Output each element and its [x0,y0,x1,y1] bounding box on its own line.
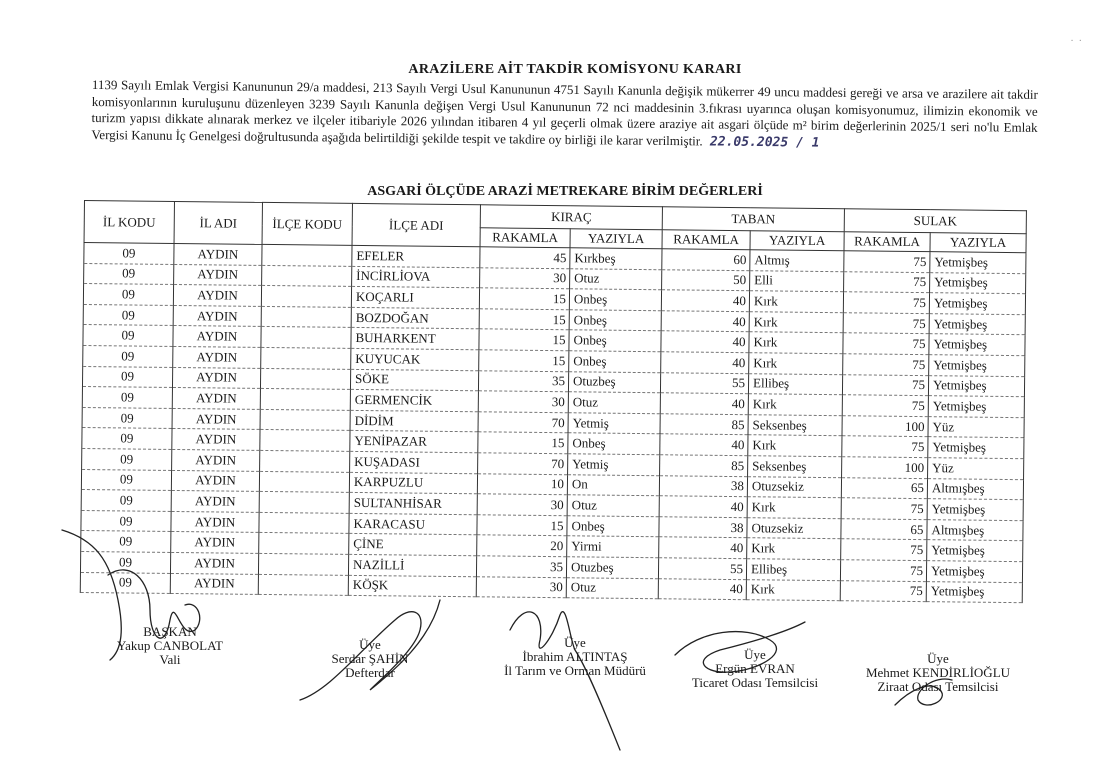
cell-ilce-adi: SÖKE [350,369,478,391]
cell-kirac-y: Otuz [566,577,658,599]
cell-taban-r: 55 [660,372,748,394]
cell-taban-r: 85 [660,455,748,477]
cell-sulak-y: Yetmişbeş [927,499,1023,521]
cell-sulak-y: Yetmişbeş [930,272,1026,294]
cell-ilce-adi: ÇİNE [349,534,477,556]
cell-ilce-adi: İNCİRLİOVA [352,266,480,288]
cell-il-adi: AYDIN [172,449,260,471]
cell-kirac-y: Onbeş [569,289,661,311]
cell-kirac-r: 30 [478,391,568,413]
cell-taban-r: 40 [658,578,746,600]
cell-kirac-y: Onbeş [569,351,661,373]
cell-kirac-y: Otuz [567,495,659,517]
cell-taban-y: Kırk [746,579,840,601]
cell-taban-y: Kırk [748,394,842,416]
signatory-title: Ziraat Odası Temsilcisi [877,679,999,694]
signatory-name: Yakup CANBOLAT [117,638,223,653]
cell-ilce-adi: YENİPAZAR [350,431,478,453]
cell-taban-y: Kırk [748,435,842,457]
header-kirac: KIRAÇ [480,205,662,230]
signatory-role: Üye [359,637,381,652]
cell-sulak-r: 75 [840,560,926,582]
document-title: ARAZİLERE AİT TAKDİR KOMİSYONU KARARI [408,62,742,77]
cell-sulak-y: Yüz [928,416,1024,438]
cell-sulak-y: Yetmişbeş [926,581,1022,603]
signatory-title: Defterdar [345,665,395,680]
cell-taban-y: Seksenbeş [748,414,842,436]
cell-il-adi: AYDIN [173,346,261,368]
cell-kirac-r: 15 [479,329,569,351]
cell-ilce-adi: DİDİM [350,410,478,432]
cell-taban-y: Kırk [749,311,843,333]
cell-kirac-y: Onbeş [569,310,661,332]
cell-il-adi: AYDIN [171,491,259,513]
cell-il-kodu: 09 [81,531,171,553]
cell-ilce-adi: GERMENCİK [350,390,478,412]
cell-il-kodu: 09 [80,551,170,573]
signatory-tarim-mudur [480,636,670,678]
cell-kirac-r: 15 [477,514,567,536]
signatory-name: Serdar ŞAHİN [331,651,409,666]
signatory-role: Üye [744,647,766,662]
cell-il-adi: AYDIN [173,326,261,348]
cell-taban-r: 40 [661,311,749,333]
cell-kirac-r: 30 [480,267,570,289]
cell-il-adi: AYDIN [172,408,260,430]
cell-sulak-r: 75 [844,251,930,273]
cell-il-kodu: 09 [83,325,173,347]
cell-kirac-y: Otuzbeş [566,557,658,579]
cell-taban-r: 38 [659,516,747,538]
cell-sulak-y: Yetmişbeş [928,437,1024,459]
cell-sulak-r: 75 [842,374,928,396]
header-taban-rakamla: RAKAMLA [662,230,750,250]
cell-sulak-r: 75 [843,292,929,314]
signatory-name: Ergün EVRAN [715,661,795,676]
signatory-name: Mehmet KENDİRLİOĞLU [865,665,1011,680]
header-taban: TABAN [662,207,844,232]
cell-taban-r: 40 [661,331,749,353]
cell-taban-r: 40 [660,434,748,456]
cell-sulak-y: Yetmişbeş [929,334,1025,356]
cell-kirac-y: Yirmi [567,536,659,558]
signatory-baskan [100,625,240,667]
cell-il-kodu: 09 [82,366,172,388]
cell-kirac-y: Yetmiş [568,454,660,476]
cell-sulak-y: Altmışbeş [927,519,1023,541]
cell-sulak-r: 75 [842,436,928,458]
header-sulak-yaziyla: YAZIYLA [930,233,1026,253]
header-taban-yaziyla: YAZIYLA [750,231,844,251]
cell-taban-r: 38 [659,475,747,497]
cell-il-adi: AYDIN [172,429,260,451]
signatory-title: Ticaret Odası Temsilcisi [691,675,819,690]
cell-il-kodu: 09 [83,304,173,326]
cell-ilce-adi: KÖŞK [348,575,476,597]
cell-il-kodu: 09 [81,469,171,491]
scan-marks: · · [1070,36,1082,47]
signatory-role: Üye [564,635,586,650]
cell-kirac-y: Onbeş [567,515,659,537]
cell-il-adi: AYDIN [170,552,258,574]
cell-ilce-adi: SULTANHİSAR [349,493,477,515]
cell-kirac-y: Yetmiş [568,413,660,435]
cell-kirac-y: Onbeş [568,433,660,455]
cell-il-adi: AYDIN [172,367,260,389]
cell-sulak-y: Altmışbeş [927,478,1023,500]
cell-sulak-r: 75 [844,271,930,293]
cell-sulak-r: 75 [841,498,927,520]
header-sulak: SULAK [844,209,1026,234]
signatory-role: BAŞKAN [143,624,197,639]
cell-taban-y: Kırk [749,353,843,375]
cell-taban-r: 40 [659,537,747,559]
cell-taban-r: 40 [660,393,748,415]
cell-ilce-adi: KUYUCAK [351,348,479,370]
cell-taban-r: 60 [662,249,750,271]
cell-il-adi: AYDIN [172,388,260,410]
cell-il-kodu: 09 [81,490,171,512]
cell-il-kodu: 09 [84,243,174,265]
cell-sulak-y: Yetmişbeş [926,561,1022,583]
cell-taban-r: 50 [662,269,750,291]
cell-sulak-r: 75 [843,333,929,355]
header-ilce-kodu: İLÇE KODU [262,202,352,245]
cell-ilce-adi: KARACASU [349,513,477,535]
header-ilce-adi: İLÇE ADI [352,203,480,246]
cell-il-kodu: 09 [81,510,171,532]
cell-ilce-adi: BUHARKENT [351,328,479,350]
cell-ilce-adi: KOÇARLI [351,287,479,309]
cell-taban-y: Kırk [749,291,843,313]
cell-taban-y: Kırk [747,497,841,519]
cell-il-adi: AYDIN [173,285,261,307]
cell-taban-y: Kırk [749,332,843,354]
cell-kirac-y: Otuz [570,268,662,290]
cell-taban-y: Otuzsekiz [747,517,841,539]
cell-taban-y: Otuzsekiz [747,476,841,498]
cell-il-adi: AYDIN [174,243,262,265]
signatory-ticaret-odasi [670,648,840,690]
signatory-ziraat-odasi [848,652,1028,694]
cell-il-kodu: 09 [82,448,172,470]
header-kirac-rakamla: RAKAMLA [480,228,570,248]
signatory-title: İl Tarım ve Orman Müdürü [504,663,646,678]
cell-kirac-r: 15 [479,309,569,331]
handwritten-date: 22.05.2025 / 1 [709,133,820,151]
cell-sulak-r: 75 [841,539,927,561]
cell-sulak-y: Yetmişbeş [927,540,1023,562]
cell-taban-y: Altmış [750,250,844,272]
cell-sulak-r: 75 [843,313,929,335]
intro-text: 1139 Sayılı Emlak Vergisi Kanununun 29/a maddesi, 213 Sayılı Vergi Usul Kanununun 4751 Sayılı Kanunla değişik mükerrer 49 uncu maddesi gereği ve arsa ve arazilere ait takdir komisyonlarının kuruluşunu düzenleyen 3239 Sayılı Kanunla değişen Vergi Usul Kanununun 72 nci maddesinin 3.fıkrası uyarınca oluşan komisyonumuz, ilimizin ekonomik ve turizm yapısı dikkate alınarak merkez ve ilçeler itibariyle 2026 yılından itibaren 4 yıl geçerli olmak üzere araziye ait asgari ölçüde m² birim değerlerinin 2025/1 seri no'lu Emlak Vergisi Kanunu İç Genelgesi doğrultusunda aşağıda belirtildiği şekilde tespit ve takdire oy birliği ile karar verilmiştir. [91,77,1038,148]
signature-tarim-mudur [510,612,620,750]
header-sulak-rakamla: RAKAMLA [844,232,930,252]
table-title: ASGARİ ÖLÇÜDE ARAZİ METREKARE BİRİM DEĞERLERİ [367,184,763,199]
header-il-kodu: İL KODU [84,201,174,244]
signatory-name: İbrahim ALTINTAŞ [522,649,628,664]
cell-il-adi: AYDIN [174,264,262,286]
cell-il-adi: AYDIN [171,511,259,533]
cell-sulak-y: Yetmişbeş [928,396,1024,418]
cell-ilce-adi: EFELER [352,245,480,267]
cell-ilce-adi: KUŞADASI [350,451,478,473]
cell-kirac-y: Otuzbeş [568,371,660,393]
cell-il-kodu: 09 [83,345,173,367]
cell-sulak-y: Yetmişbeş [930,252,1026,274]
signatory-role: Üye [927,651,949,666]
cell-kirac-y: Kırkbeş [570,248,662,270]
cell-sulak-r: 65 [841,477,927,499]
cell-sulak-r: 75 [843,354,929,376]
cell-taban-y: Ellibeş [746,559,840,581]
cell-kirac-r: 20 [477,535,567,557]
cell-il-adi: AYDIN [170,573,258,595]
cell-kirac-r: 35 [478,370,568,392]
cell-taban-r: 40 [661,290,749,312]
cell-kirac-r: 70 [478,412,568,434]
cell-taban-y: Elli [750,270,844,292]
cell-il-kodu: 09 [82,407,172,429]
cell-sulak-r: 75 [840,580,926,602]
cell-sulak-y: Yetmişbeş [928,375,1024,397]
header-kirac-yaziyla: YAZIYLA [570,229,662,249]
cell-taban-y: Kırk [747,538,841,560]
cell-kirac-r: 15 [479,288,569,310]
cell-kirac-r: 30 [477,494,567,516]
cell-kirac-r: 45 [480,247,570,269]
cell-kirac-y: Onbeş [569,330,661,352]
cell-il-adi: AYDIN [171,532,259,554]
cell-taban-y: Ellibeş [748,373,842,395]
cell-il-kodu: 09 [82,428,172,450]
cell-ilce-adi: BOZDOĞAN [351,307,479,329]
cell-il-kodu: 09 [84,263,174,285]
cell-ilce-adi: KARPUZLU [349,472,477,494]
cell-sulak-r: 100 [842,415,928,437]
cell-taban-r: 85 [660,413,748,435]
cell-kirac-r: 35 [476,556,566,578]
header-il-adi: İL ADI [174,201,262,244]
cell-sulak-y: Yüz [928,458,1024,480]
cell-sulak-r: 100 [842,457,928,479]
cell-il-adi: AYDIN [171,470,259,492]
cell-kirac-r: 15 [478,432,568,454]
cell-kirac-r: 10 [477,473,567,495]
cell-taban-r: 40 [659,496,747,518]
cell-sulak-y: Yetmişbeş [929,293,1025,315]
cell-taban-y: Seksenbeş [748,456,842,478]
cell-kirac-y: On [567,474,659,496]
cell-sulak-y: Yetmişbeş [929,355,1025,377]
cell-taban-r: 55 [658,558,746,580]
cell-sulak-r: 75 [842,395,928,417]
cell-il-adi: AYDIN [173,305,261,327]
cell-kirac-r: 70 [478,453,568,475]
cell-kirac-y: Otuz [568,392,660,414]
cell-sulak-y: Yetmişbeş [929,313,1025,335]
cell-il-kodu: 09 [80,572,170,594]
cell-ilce-adi: NAZİLLİ [348,554,476,576]
cell-il-kodu: 09 [82,387,172,409]
cell-kirac-r: 30 [476,576,566,598]
cell-il-kodu: 09 [83,284,173,306]
cell-sulak-r: 65 [841,518,927,540]
cell-kirac-r: 15 [479,350,569,372]
signatory-title: Vali [159,652,181,667]
cell-taban-r: 40 [661,352,749,374]
signatory-defterdar [310,638,430,680]
